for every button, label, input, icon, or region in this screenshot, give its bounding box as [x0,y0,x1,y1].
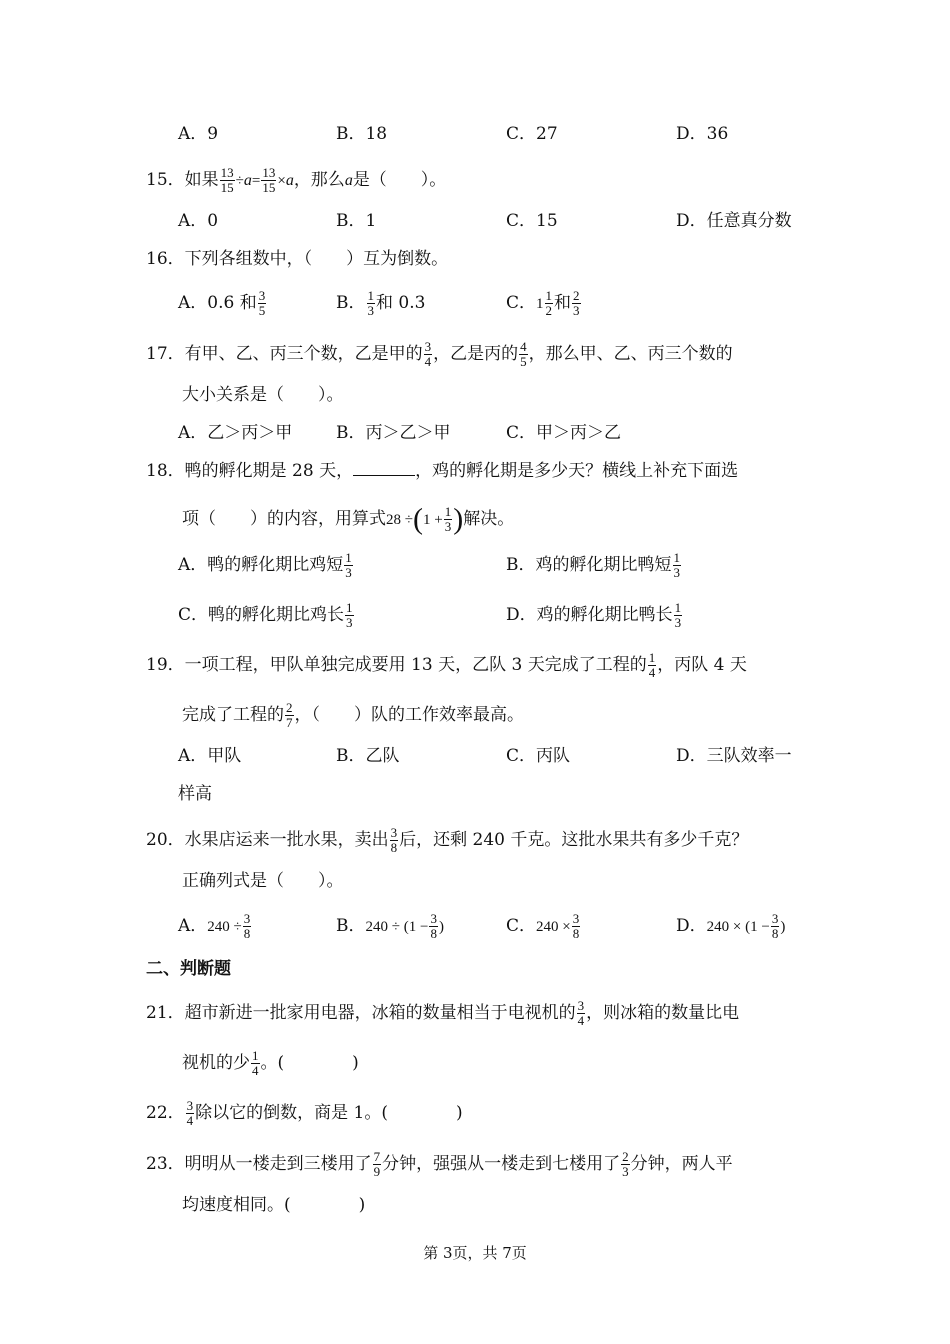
q19-option-c: C．丙队 [506,746,571,766]
section-heading: 二、判断题 [146,959,231,979]
q17-option-a: A．乙＞丙＞甲 [178,423,293,443]
q20-option-c: C．240 × $\frac{3}{8}$ [506,911,580,941]
q16-option-c: C．1 $\frac{1}{2}$ 和 $\frac{2}{3}$ [506,288,580,318]
question-number: 21． [146,1003,185,1023]
q18-option-a: A．鸭的孵化期比鸡短 $\frac{1}{3}$ [178,550,352,580]
question-number: 20． [146,830,185,850]
question-22: 22． $\frac{3}{4}$ 除以它的倒数，商是 1。( ) [146,1098,463,1128]
q16-option-b: B． $\frac{1}{3}$ 和 0.3 [336,288,426,318]
question-number: 15． [146,170,185,190]
fraction: $\frac{13}{15}$ [262,165,276,195]
question-number: 22． [146,1103,185,1123]
q15-option-a: A．0 [178,211,219,231]
q14-option-b: B．18 [336,124,388,144]
question-number: 17． [146,344,185,364]
question-number: 18． [146,461,185,481]
question-21: 21．超市新进一批家用电器，冰箱的数量相当于电视机的 $\frac{3}{4}$ ，则冰箱的数量比电 [146,998,740,1028]
q20-option-a: A．240 ÷ $\frac{3}{8}$ [178,911,251,941]
q15-option-b: B．1 [336,211,377,231]
question-20-line2: 正确列式是（ ）。 [182,871,344,891]
question-15: 15．如果 $\frac{13}{15}$ ÷a= $\frac{13}{15}$ ×a，那么a是（ ）。 [146,165,447,195]
question-17-line2: 大小关系是（ ）。 [182,385,344,405]
question-20: 20．水果店运来一批水果，卖出 $\frac{3}{8}$ 后，还剩 240 千克。这批水果共有多少千克？ [146,825,749,855]
q17-option-b: B．丙＞乙＞甲 [336,423,451,443]
q19-option-b: B．乙队 [336,746,400,766]
q19-option-d: D．三队效率一 [676,746,792,766]
q19-option-a: A．甲队 [178,746,242,766]
q17-option-c: C．甲＞丙＞乙 [506,423,622,443]
question-number: 23． [146,1154,185,1174]
question-18-line2: 项（ ）的内容，用算式28 ÷(1 + $\frac{1}{3}$ )解决。 [182,502,515,536]
question-19: 19．一项工程，甲队单独完成要用 13 天，乙队 3 天完成了工程的 $\frac{1}{4}$ ，丙队 4 天 [146,650,747,680]
question-23: 23．明明从一楼走到三楼用了 $\frac{7}{9}$ 分钟，强强从一楼走到七楼用了 $\frac{2}{3}$ 分钟，两人平 [146,1149,733,1179]
question-number: 16． [146,249,185,269]
q14-option-d: D．36 [676,124,729,144]
question-21-line2: 视机的少 $\frac{1}{4}$ 。( ) [182,1048,359,1078]
q16-option-a: A．0.6 和 $\frac{3}{5}$ [178,288,266,318]
q14-option-a: A．9 [178,124,219,144]
page-footer: 第 3页，共 7页 [423,1244,527,1262]
q18-option-d: D．鸡的孵化期比鸭长 $\frac{1}{3}$ [506,600,682,630]
fraction: $\frac{13}{15}$ [220,165,234,195]
q19-option-d-cont: 样高 [178,784,212,804]
q15-option-c: C．15 [506,211,558,231]
q18-option-c: C．鸭的孵化期比鸡长 $\frac{1}{3}$ [178,600,353,630]
question-16: 16．下列各组数中，（ ）互为倒数。 [146,249,449,269]
q20-option-b: B．240 ÷ (1 − $\frac{3}{8}$ ) [336,911,444,941]
q20-option-d: D．240 × (1 − $\frac{3}{8}$ ) [676,911,786,941]
question-23-line2: 均速度相同。( ) [182,1195,366,1215]
blank-line [353,459,415,476]
question-18: 18．鸭的孵化期是 28 天， ，鸡的孵化期是多少天？横线上补充下面选 [146,461,739,481]
q14-option-c: C．27 [506,124,558,144]
question-19-line2: 完成了工程的 $\frac{2}{7}$ ，（ ）队的工作效率最高。 [182,700,524,730]
question-number: 19． [146,655,185,675]
q18-option-b: B．鸡的孵化期比鸭短 $\frac{1}{3}$ [506,550,680,580]
q15-option-d: D．任意真分数 [676,211,792,231]
question-17: 17．有甲、乙、丙三个数，乙是甲的 $\frac{3}{4}$ ，乙是丙的 $\frac{4}{5}$ ，那么甲、乙、丙三个数的 [146,339,733,369]
